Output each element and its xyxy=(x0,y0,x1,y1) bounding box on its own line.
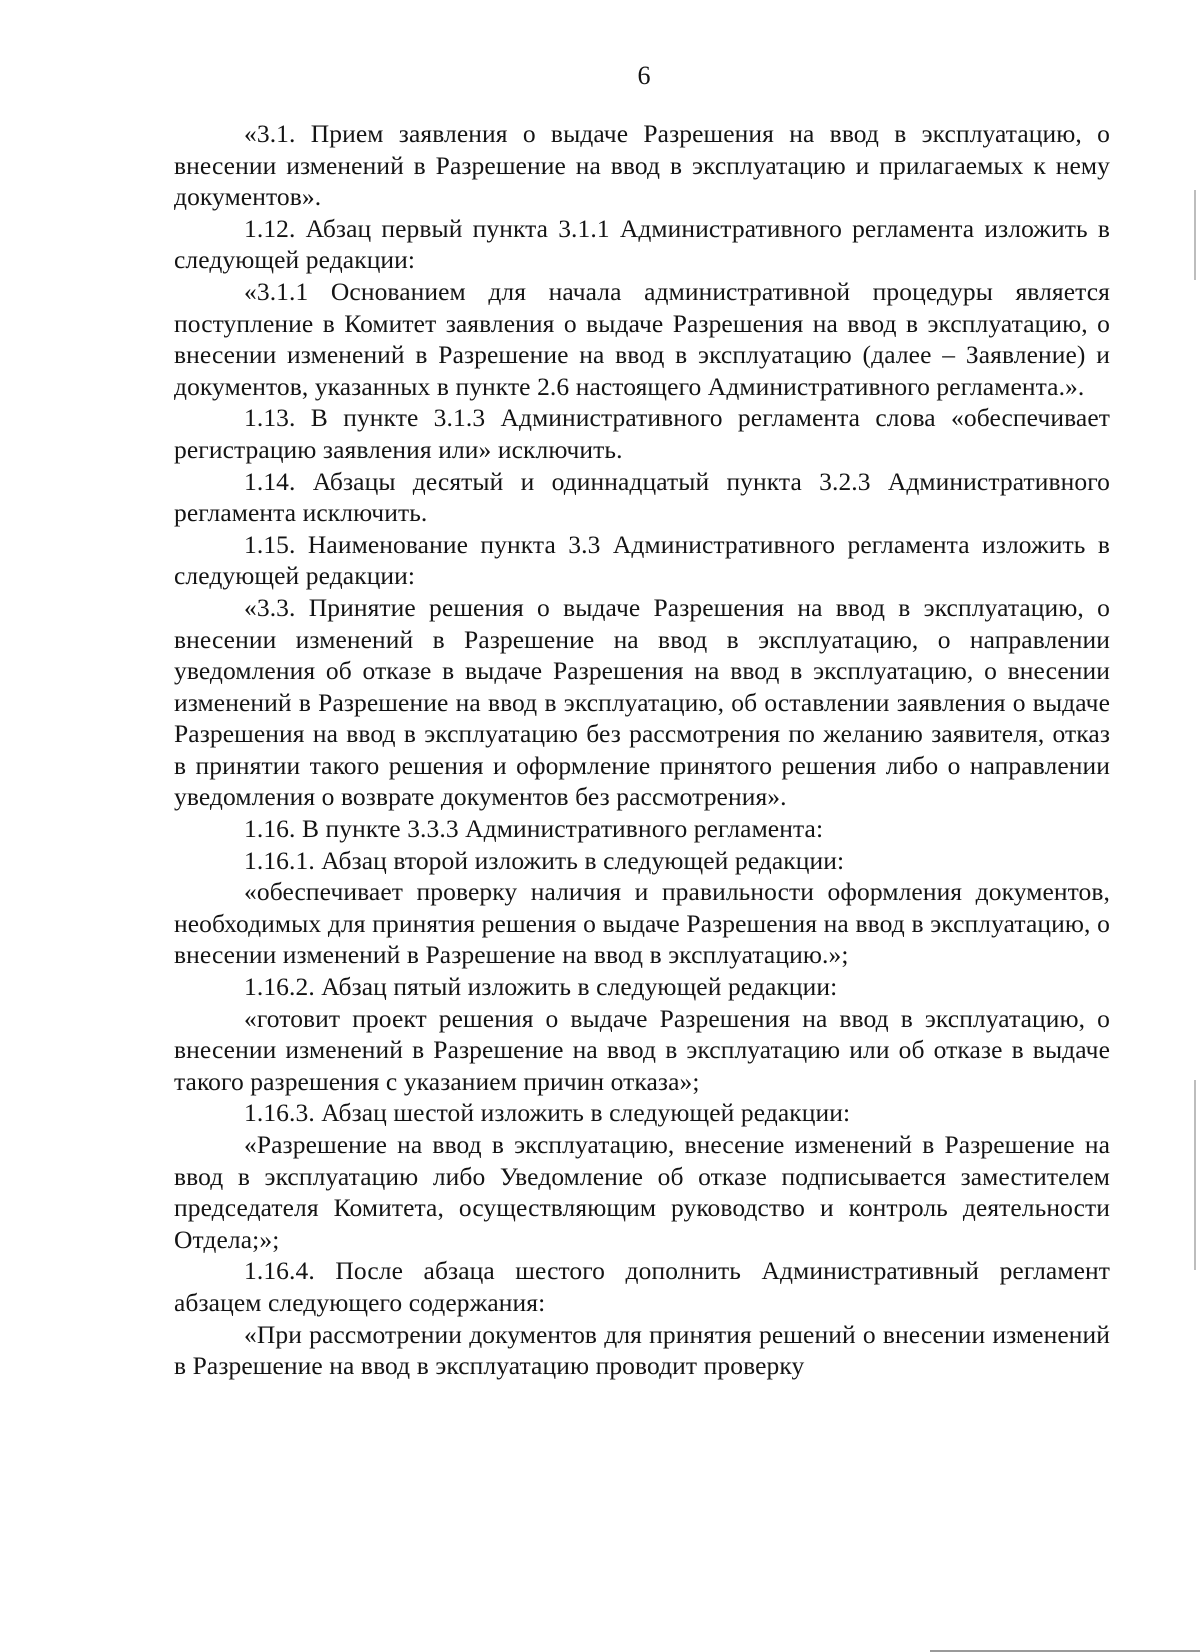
paragraph-1-16-4-quote: «При рассмотрении документов для принятия решений о внесении изменений в Разрешение на ввод в эксплуатацию проводит проверку xyxy=(174,1319,1110,1381)
paragraph-3-1-1-quote: «3.1.1 Основанием для начала административной процедуры является поступление в Комитет заявления о выдаче Разрешения на ввод в эксплуатацию, о внесении изменений в Разрешение на ввод в эксплуатацию (далее – Заявление) и документов, указанных в пункте 2.6 настоящего Административного регламента.». xyxy=(174,276,1110,401)
paragraph-1-13: 1.13. В пункте 3.1.3 Административного регламента слова «обеспечивает регистрацию заявления или» исключить. xyxy=(174,403,1110,464)
paragraph-3-3-quote: «3.3. Принятие решения о выдаче Разрешения на ввод в эксплуатацию, о внесении изменений в Разрешение на ввод в эксплуатацию, о направлении уведомления об отказе в выдаче Разрешения на ввод в эксплуатацию, о внесении изменений в Разрешение на ввод в эксплуатацию, об оставлении заявления о выдаче Разрешения на ввод в эксплуатацию без рассмотрения по желанию заявителя, отказ в принятии такого решения и оформление принятого решения либо о направлении уведомления о возврате документов без рассмотрения». xyxy=(174,592,1110,812)
page-number: 6 xyxy=(637,61,651,90)
paragraph-1-16: 1.16. В пункте 3.3.3 Административного регламента: xyxy=(244,814,824,844)
paragraph-1-16-1: 1.16.1. Абзац второй изложить в следующей редакции: xyxy=(244,845,845,875)
paragraph-1-16-3: 1.16.3. Абзац шестой изложить в следующей редакции: xyxy=(244,1098,851,1128)
paragraph-3-1-heading: «3.1. Прием заявления о выдаче Разрешения на ввод в эксплуатацию, о внесении изменений в Разрешение на ввод в эксплуатацию и прилагаемых к нему документов». xyxy=(174,119,1110,212)
paragraph-1-16-1-quote: «обеспечивает проверку наличия и правильности оформления документов, необходимых для принятия решения о выдаче Разрешения на ввод в эксплуатацию, о внесении изменений в Разрешение на ввод в эксплуатацию.»; xyxy=(174,877,1110,970)
paragraph-1-12: 1.12. Абзац первый пункта 3.1.1 Административного регламента изложить в следующей редакции: xyxy=(174,213,1110,275)
paragraph-1-16-2: 1.16.2. Абзац пятый изложить в следующей редакции: xyxy=(244,972,838,1002)
scan-edge-line xyxy=(1194,190,1196,280)
paragraph-1-16-2-quote: «готовит проект решения о выдаче Разрешения на ввод в эксплуатацию, о внесении изменений в Разрешение на ввод в эксплуатацию или об отказе в выдаче такого разрешения с указанием причин отказа»; xyxy=(174,1003,1110,1096)
paragraph-1-16-3-quote: «Разрешение на ввод в эксплуатацию, внесение изменений в Разрешение на ввод в эксплуатацию либо Уведомление об отказе подписывается заместителем председателя Комитета, осуществляющим руководство и контроль деятельности Отдела;»; xyxy=(174,1130,1110,1254)
paragraph-1-15: 1.15. Наименование пункта 3.3 Административного регламента изложить в следующей редакции: xyxy=(174,529,1110,591)
scan-edge-line-lower xyxy=(1194,1080,1196,1270)
paragraph-1-14: 1.14. Абзацы десятый и одиннадцатый пункта 3.2.3 Административного регламента исключить. xyxy=(174,466,1110,528)
paragraph-1-16-4: 1.16.4. После абзаца шестого дополнить Административный регламент абзацем следующего содержания: xyxy=(174,1256,1110,1317)
document-body xyxy=(174,118,1110,1382)
